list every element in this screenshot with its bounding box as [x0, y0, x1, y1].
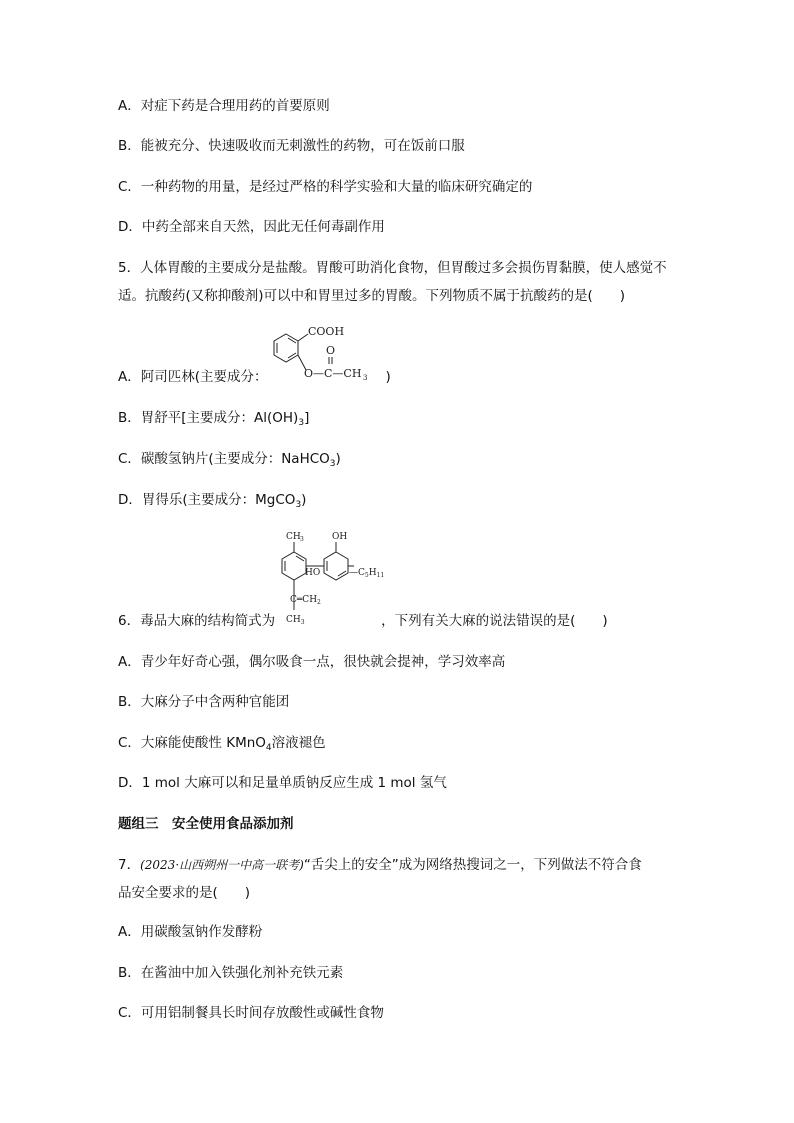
q6-option-c-suffix: 溶液褪色: [271, 735, 326, 751]
q5-option-b: [118, 408, 309, 428]
q4-option-b: B．能被充分、快速吸收而无刺激性的药物，可在饭前口服: [118, 138, 465, 154]
q5-option-c: [118, 449, 341, 469]
q7-option-b: B．在酱油中加入铁强化剂补充铁元素: [118, 965, 344, 981]
cannabis-c5h11: $—C_5H_{11}$: [349, 568, 385, 579]
q5-option-d-prefix: D．胃得乐(主要成分：MgCO: [118, 492, 296, 508]
q5-option-b-prefix: B．胃舒平[主要成分：Al(OH): [118, 410, 299, 426]
q5-option-d: [118, 490, 306, 510]
q6-stem-suffix: ，下列有关大麻的说法错误的是( ): [381, 613, 608, 629]
q5-option-a: [118, 367, 391, 387]
q6-option-b: B．大麻分子中含两种官能团: [118, 694, 290, 710]
q6-option-c-prefix: C．大麻能使酸性 KMnO: [118, 735, 266, 751]
cannabis-oh: OH: [332, 532, 348, 542]
q5-option-d-suffix: ): [301, 492, 307, 508]
aspirin-o-label: O: [326, 344, 336, 357]
q4-option-a: A．对症下药是合理用药的首要原则: [118, 98, 330, 114]
q6-option-c-sub: 4: [265, 743, 272, 753]
q5-option-c-prefix: C．碳酸氢钠片(主要成分：NaHCO: [118, 451, 330, 467]
cannabis-ch2: $C═CH_2$: [290, 595, 321, 606]
q5-stem-line2: 适。抗酸药(又称抑酸剂)可以中和胃里过多的胃酸。下列物质不属于抗酸药的是( ): [118, 288, 626, 304]
q7-option-c: C．可用铝制餐具长时间存放酸性或碱性食物: [118, 1005, 384, 1021]
q5-option-c-sub: 3: [329, 459, 336, 469]
q5-option-b-suffix: ]: [304, 410, 310, 426]
cannabis-ch3-bottom: $CH_3$: [286, 615, 305, 626]
aspirin-chain-label: O—C—CH: [304, 367, 362, 380]
q7-stem-rest: “舌尖上的安全”成为网络热搜词之一，下列做法不符合食: [303, 857, 642, 873]
q6-option-c: [118, 733, 326, 753]
q4-option-c: C．一种药物的用量，是经过严格的科学实验和大量的临床研究确定的: [118, 179, 533, 195]
q7-stem-line1: [118, 855, 642, 875]
aspirin-ch3-sub: 3: [363, 374, 368, 382]
q5-option-b-sub: 3: [298, 418, 305, 428]
q4-option-d: D．中药全部来自天然，因此无任何毒副作用: [118, 219, 385, 235]
q7-source: (2023·山西朔州一中高一联考): [140, 858, 304, 872]
q6-option-a: A．青少年好奇心强，偶尔吸食一点，很快就会提神，学习效率高: [118, 654, 506, 670]
q5-option-a-prefix: A．阿司匹林(主要成分：: [118, 369, 268, 385]
aspirin-cooh-label: COOH: [308, 325, 345, 338]
cannabis-ch3-top-sub: 3: [300, 536, 304, 543]
q5-option-c-suffix: ): [335, 451, 341, 467]
q5-stem-line1: 5．人体胃酸的主要成分是盐酸。胃酸可助消化食物，但胃酸过多会损伤胃黏膜，使人感觉不: [118, 260, 667, 276]
q7-option-a: A．用碳酸氢钠作发酵粉: [118, 924, 263, 940]
q6-stem-prefix: 6．毒品大麻的结构简式为: [118, 613, 276, 629]
cannabis-ho: HO: [305, 568, 321, 578]
q6-option-d: D．1 mol 大麻可以和足量单质钠反应生成 1 mol 氢气: [118, 775, 447, 791]
q6-stem: [118, 611, 608, 631]
cannabis-ch3-top: CH: [286, 532, 301, 542]
q5-option-a-suffix: ): [385, 369, 391, 385]
q7-num: 7．: [118, 857, 141, 873]
q7-stem-line2: 品安全要求的是( ): [118, 885, 251, 901]
q5-option-d-sub: 3: [295, 500, 302, 510]
group3-heading: 题组三 安全使用食品添加剂: [118, 816, 294, 832]
